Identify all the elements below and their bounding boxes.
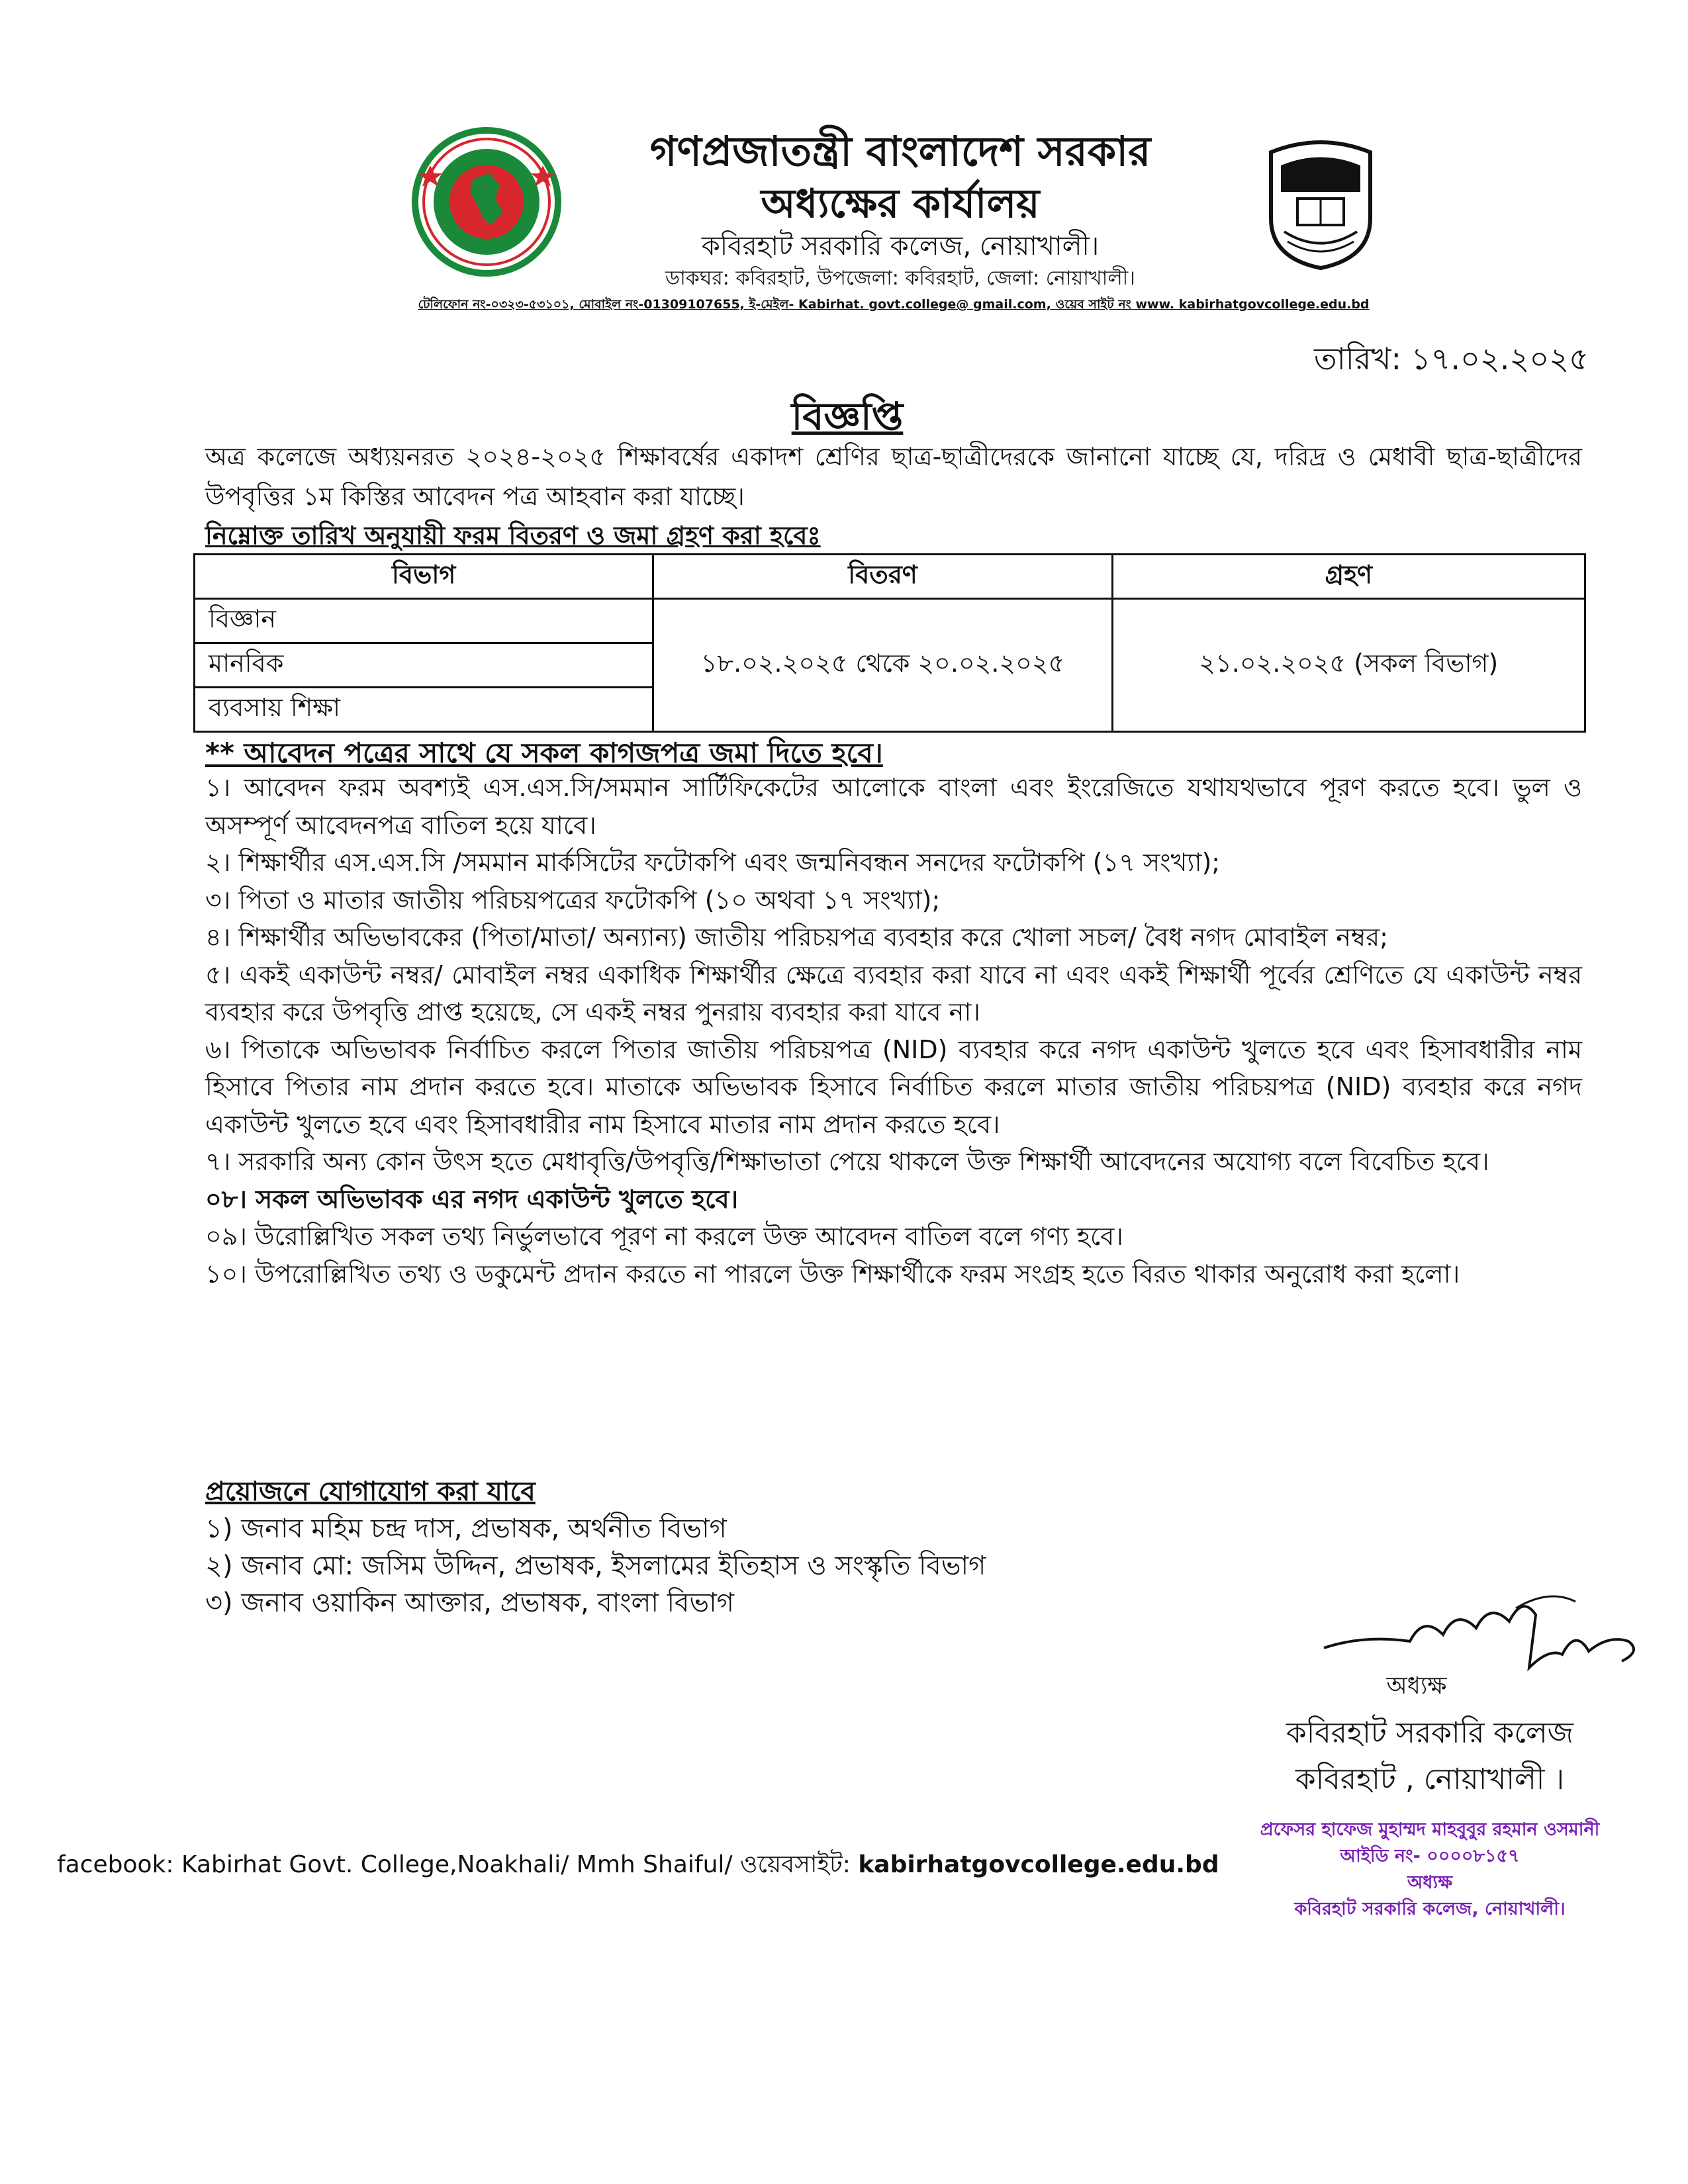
schedule-header-row [195,555,1585,599]
list-item: ১০। উপরোল্লিখিত তথ্য ও ডকুমেন্ট প্রদান করতে না পারলে উক্ত শিক্ষার্থীকে ফরম সংগ্রহ হতে বিরত থাকার অনুরোধ করা হলো। [205,1259,1460,1289]
list-item: ১। আবেদন ফরম অবশ্যই এস.এস.সি/সমমান সার্টিফিকেটের আলোকে বাংলা এবং ইংরেজিতে যথাযথভাবে পূরণ করতে হবে। ভুল ও অসম্পূর্ণ আবেদনপত্র বাতিল হয়ে যাবে। [205,773,1582,840]
list-item: ৩। পিতা ও মাতার জাতীয় পরিচয়পত্রের ফটোকপি (১০ অথবা ১৭ সংখ্যা); [205,885,941,915]
notice-intro: অত্র কলেজে অধ্যয়নরত ২০২৪-২০২৫ শিক্ষাবর্ষের একাদশ শ্রেণির ছাত্র-ছাত্রীদেরকে জানানো যাচ্ছে যে, দরিদ্র ও মেধাবী ছাত্র-ছাত্রীদের উপবৃত্তির ১ম কিস্তির আবেদন পত্র আহবান করা যাচ্ছে। [205,442,1582,511]
government-seal-logo [410,126,563,278]
footer-website-link[interactable]: kabirhatgovcollege.edu.bd [858,1851,1219,1878]
signature-role: অধ্যক্ষ [1386,1672,1447,1700]
department-cell: বিজ্ঞান [195,599,653,643]
documents-heading: ** আবেদন পত্রের সাথে যে সকল কাগজপত্র জমা দিতে হবে। [205,737,883,769]
documents-list [205,769,1582,1293]
list-item: ৩) জনাব ওয়াকিন আক্তার, প্রভাষক, বাংলা বিভাগ [205,1588,734,1618]
seal-name: প্রফেসর হাফেজ মুহাম্মদ মাহবুবুর রহমান ওসমানী [1260,1819,1600,1840]
list-item: ৬। পিতাকে অভিভাবক নির্বাচিত করলে পিতার জাতীয় পরিচয়পত্র (NID) ব্যবহার করে নগদ একাউন্ট খুলতে হবে এবং হিসাবধারীর নাম হিসাবে পিতার নাম প্রদান করতে হবে। মাতাকে অভিভাবক হিসাবে নির্বাচিত করলে মাতার জাতীয় পরিচয়পত্র (NID) ব্যবহার করে নগদ একাউন্ট খুলতে হবে এবং হিসাবধারীর নাম হিসাবে মাতার নাম প্রদান করতে হবে। [205,1034,1582,1139]
list-item: ২। শিক্ষার্থীর এস.এস.সি /সমমান মার্কসিটের ফটোকপি এবং জন্মনিবন্ধন সনদের ফটোকপি (১৭ সংখ্যা); [205,848,1221,877]
department-cell: মানবিক [195,643,653,688]
list-item: ২) জনাব মো: জসিম উদ্দিন, প্রভাষক, ইসলামের ইতিহাস ও সংস্কৃতি বিভাগ [205,1551,986,1581]
list-item: ০৮। সকল অভিভাবক এর নগদ একাউন্ট খুলতে হবে। [205,1184,739,1214]
principal-seal [1231,1817,1628,1923]
header-government: গণপ্রজাতন্ত্রী বাংলাদেশ সরকার [649,127,1151,175]
header-contact-line: টেলিফোন নং-০৩২৩-৫৩১০১, মোবাইল নং-01309107655, ই-মেইল- Kabirhat. govt.college@ gmail.com, ওয়েব সাইট নং www. kabirhatgovcollege.edu.bd [418,297,1370,312]
schedule-heading: নিম্নোক্ত তারিখ অনুযায়ী ফরম বিতরণ ও জমা গ্রহণ করা হবেঃ [205,521,821,550]
notice-date: তারিখ: ১৭.০২.২০২৫ [1313,341,1589,377]
col-header-collection: গ্রহণ [1112,555,1585,599]
signature-office: কবিরহাট সরকারি কলেজ [1286,1716,1574,1750]
list-item: ৪। শিক্ষার্থীর অভিভাবকের (পিতা/মাতা/ অন্যান্য) জাতীয় পরিচয়পত্র ব্যবহার করে খোলা সচল/ বৈধ নগদ মোবাইল নম্বর; [205,923,1388,952]
list-item: ৭। সরকারি অন্য কোন উৎস হতে মেধাবৃত্তি/উপবৃত্তি/শিক্ষাভাতা পেয়ে থাকলে উক্ত শিক্ষার্থী আবেদনের অযোগ্য বলে বিবেচিত হবে। [205,1147,1489,1176]
contact-list [205,1510,1397,1621]
seal-role: অধ্যক্ষ [1407,1872,1453,1893]
col-header-distribution: বিতরণ [653,555,1112,599]
seal-office: কবিরহাট সরকারি কলেজ, নোয়াখালী। [1294,1899,1566,1919]
header-college: কবিরহাট সরকারি কলেজ, নোয়াখালী। [701,231,1100,261]
department-cell: ব্যবসায় শিক্ষা [195,688,653,732]
list-item: ১) জনাব মহিম চন্দ্র দাস, প্রভাষক, অর্থনীত বিভাগ [205,1514,727,1544]
header-office: অধ্যক্ষের কার্যালয় [761,181,1040,227]
seal-id: আইডি নং- ০০০০৮১৫৭ [1340,1846,1520,1866]
footer-facebook-text: facebook: Kabirhat Govt. College,Noakhali/ Mmh Shaiful/ ওয়েবসাইট: [57,1851,851,1878]
notice-title: বিজ্ঞপ্তি [791,394,904,439]
footer-social [57,1846,1219,1886]
contact-heading: প্রয়োজনে যোগাযোগ করা যাবে [205,1477,536,1507]
schedule-table [193,553,1586,733]
college-crest-logo [1258,139,1383,271]
table-row [195,599,1585,643]
col-header-department: বিভাগ [195,555,653,599]
signature-location: কবিরহাট , নোয়াখালী । [1295,1762,1565,1796]
list-item: ০৯। উরোল্লিখিত সকল তথ্য নির্ভুলভাবে পূরণ না করলে উক্ত আবেদন বাতিল বলে গণ্য হবে। [205,1222,1123,1251]
list-item: ৫। একই একাউন্ট নম্বর/ মোবাইল নম্বর একাধিক শিক্ষার্থীর ক্ষেত্রে ব্যবহার করা যাবে না এবং একই শিক্ষার্থী পূর্বের শ্রেণিতে যে একাউন্ট নম্বর ব্যবহার করে উপবৃত্তি প্রাপ্ত হয়েছে, সে একই নম্বর পুনরায় ব্যবহার করা যাবে না। [205,960,1582,1026]
header-address: ডাকঘর: কবিরহাট, উপজেলা: কবিরহাট, জেলা: নোয়াখালী। [665,267,1135,290]
collection-cell: ২১.০২.২০২৫ (সকল বিভাগ) [1112,599,1585,732]
distribution-cell: ১৮.০২.২০২৫ থেকে ২০.০২.২০২৫ [653,599,1112,732]
